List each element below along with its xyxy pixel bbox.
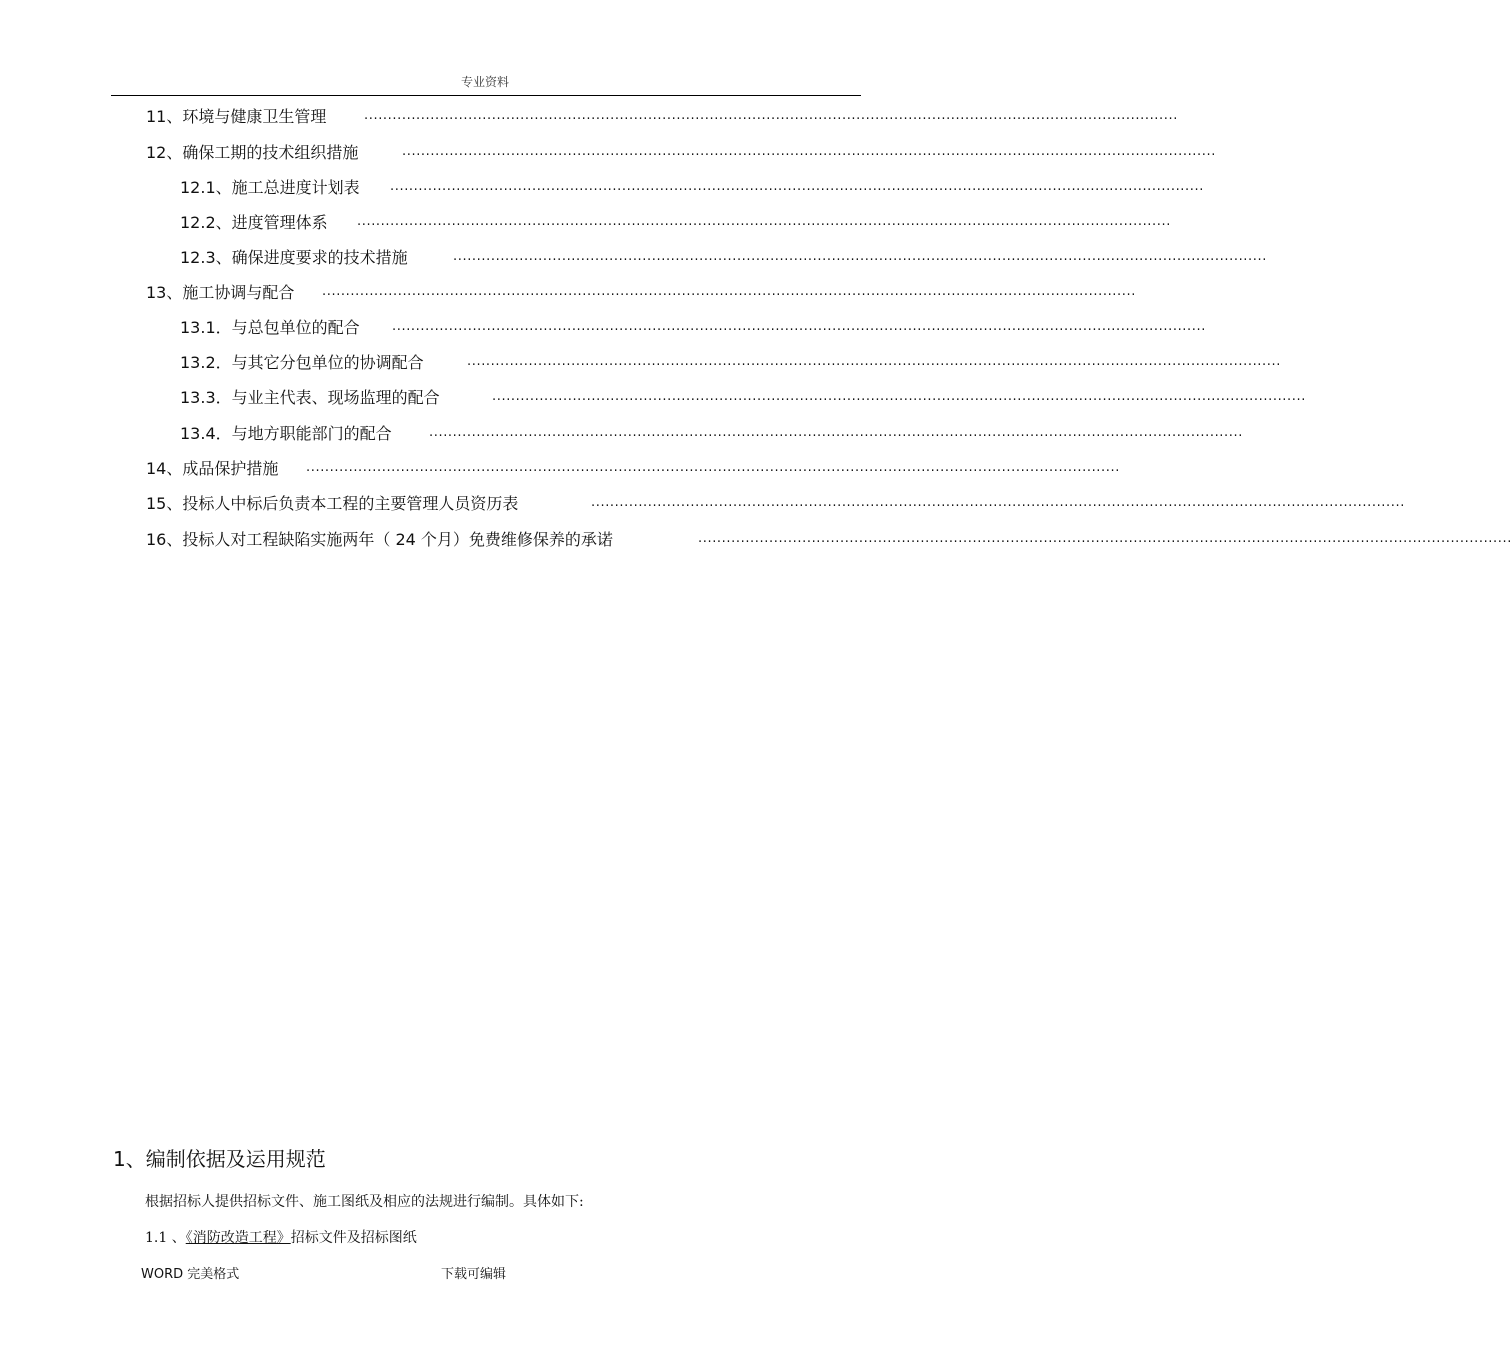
toc-leader-dots: ............................................................................................................................................................................	[402, 144, 1216, 159]
toc-entry-label: 12.3、确保进度要求的技术措施	[180, 248, 408, 267]
toc-leader-dots: ............................................................................................................................................................................	[591, 495, 1405, 510]
toc-leader-dots: ............................................................................................................................................................................	[357, 214, 1171, 229]
toc-entry[interactable]	[180, 176, 1204, 200]
toc-leader-dots: ............................................................................................................................................................................	[453, 249, 1267, 264]
list-item	[145, 1227, 417, 1247]
toc-leader-dots: ............................................................................................................................................................................	[322, 284, 1136, 299]
toc-entry[interactable]	[146, 528, 1512, 552]
toc-leader-dots: ............................................................................................................................................................................	[364, 108, 1178, 123]
toc-entry[interactable]	[146, 105, 1178, 129]
toc-entry-label: 13、施工协调与配合	[146, 283, 295, 302]
toc-entry[interactable]	[146, 457, 1120, 481]
toc-entry-label: 13.1．与总包单位的配合	[180, 318, 360, 337]
footer-right: 下载可编辑	[441, 1267, 507, 1282]
list-item-number: 1.1 、	[145, 1230, 186, 1246]
toc-entry-label: 12、确保工期的技术组织措施	[146, 143, 359, 162]
toc-entry[interactable]	[180, 211, 1171, 235]
toc-entry-label: 15、投标人中标后负责本工程的主要管理人员资历表	[146, 494, 519, 513]
toc-leader-dots: ............................................................................................................................................................................	[467, 354, 1281, 369]
toc-leader-dots: ............................................................................................................................................................................	[429, 425, 1243, 440]
footer-left: WORD 完美格式	[141, 1267, 240, 1282]
toc-entry[interactable]	[146, 492, 1405, 516]
page-header: 专业资料	[460, 75, 509, 89]
toc-entry[interactable]	[146, 281, 1136, 305]
toc-leader-dots: ............................................................................................................................................................................	[698, 531, 1512, 546]
toc-leader-dots: ............................................................................................................................................................................	[390, 179, 1204, 194]
toc-leader-dots: ............................................................................................................................................................................	[392, 319, 1206, 334]
toc-entry-label: 12.2、进度管理体系	[180, 213, 328, 232]
toc-leader-dots: ............................................................................................................................................................................	[306, 460, 1120, 475]
toc-entry[interactable]	[180, 316, 1206, 340]
body-paragraph: 根据招标人提供招标文件、施工图纸及相应的法规进行编制。具体如下:	[145, 1194, 584, 1210]
project-name-link[interactable]: 《消防改造工程》	[185, 1230, 291, 1246]
section-heading: 1、编制依据及运用规范	[113, 1147, 326, 1171]
toc-entry[interactable]	[180, 246, 1267, 270]
toc-leader-dots: ............................................................................................................................................................................	[492, 389, 1306, 404]
toc-entry-label: 14、成品保护措施	[146, 459, 279, 478]
toc-entry[interactable]	[180, 386, 1306, 410]
toc-entry[interactable]	[180, 351, 1281, 375]
toc-entry-label: 12.1、施工总进度计划表	[180, 178, 360, 197]
toc-entry[interactable]	[180, 422, 1243, 446]
toc-entry-label: 16、投标人对工程缺陷实施两年（ 24 个月）免费维修保养的承诺	[146, 530, 613, 549]
toc-entry-label: 13.3．与业主代表、现场监理的配合	[180, 388, 440, 407]
toc-entry-label: 13.2．与其它分包单位的协调配合	[180, 353, 424, 372]
toc-entry-label: 11、环境与健康卫生管理	[146, 107, 327, 126]
table-of-contents	[0, 0, 1512, 560]
toc-entry[interactable]	[146, 141, 1216, 165]
toc-entry-label: 13.4．与地方职能部门的配合	[180, 424, 392, 443]
list-item-text: 招标文件及招标图纸	[290, 1230, 417, 1246]
